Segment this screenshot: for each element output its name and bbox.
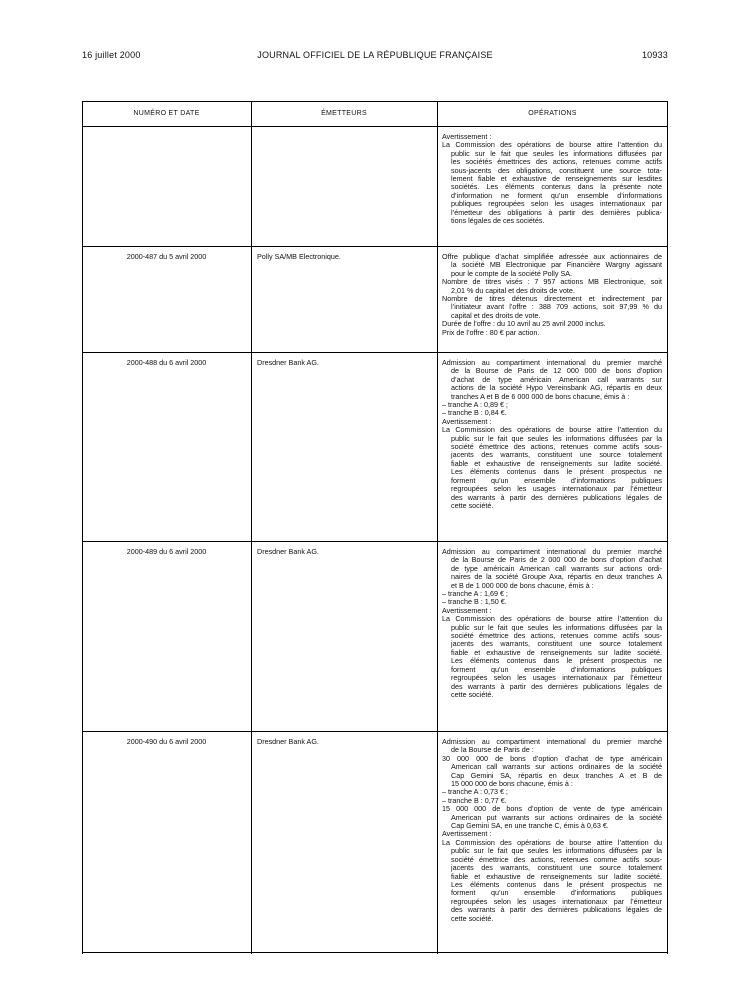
column-header-operations: OPÉRATIONS — [528, 110, 577, 117]
operation-text-line: forment qu’un ensemble d’informations publiques — [451, 665, 662, 674]
row-number-date: 2000-490 du 6 avril 2000 — [126, 737, 207, 746]
operation-text-line: tions légales de ces sociétés. — [451, 217, 545, 226]
column-header-issuers: ÉMETTEURS — [321, 110, 367, 117]
operation-text-line: – tranche B : 1,50 €. — [442, 598, 507, 607]
operation-text-line: actions de la société Hypo Vereinsbank AG, répartis en deux — [451, 384, 662, 393]
operation-text-line: Les éléments contenus dans le présent prospectus ne — [451, 657, 662, 666]
row-operations — [442, 548, 662, 699]
operation-text-line: d’information ne forment qu’un ensemble d’informations — [451, 191, 662, 200]
operation-text-line: sociétés. Les éléments contenus dans la présente note — [451, 183, 662, 192]
row-issuer: Dresdner Bank AG. — [257, 547, 319, 556]
table-row — [82, 127, 668, 247]
operation-text-line: l’initiateur avant l’offre : 388 709 actions, soit 97,99 % du — [451, 303, 662, 312]
operation-text-line: La Commission des opérations de bourse attire l’attention du — [442, 426, 662, 435]
column-divider — [437, 102, 438, 954]
row-issuer: Polly SA/MB Electronique. — [257, 252, 341, 261]
operation-text-line: Les éléments contenus dans le présent prospectus ne — [451, 880, 662, 889]
operation-text-line: Avertissement : — [442, 830, 492, 839]
operation-text-line: public sur le fait que seules les informations diffusées par — [451, 149, 662, 158]
operation-text-line: American put warrants sur actions ordinaires de la société — [451, 813, 662, 822]
operation-text-line: d’achat de type américain American call warrants sur — [451, 375, 662, 384]
operation-text-line: cette société. — [451, 501, 494, 510]
operation-text-line: regroupées selon les usages internationaux par l’émetteur — [451, 897, 662, 906]
operation-text-line: Les éléments contenus dans le présent prospectus ne — [451, 468, 662, 477]
operation-text-line: de type américain American call warrants sur actions ordi- — [451, 564, 662, 573]
operation-text-line: jacents des warrants, constituent une source totalement — [451, 451, 662, 460]
operation-text-line: Avertissement : — [442, 417, 492, 426]
operation-text-line: public sur le fait que seules les informations diffusées par la — [451, 847, 662, 856]
operation-text-line: Avertissement : — [442, 133, 492, 141]
operation-text-line: société émettrice des actions, retenues comme actifs sous- — [451, 632, 662, 641]
table-row — [82, 353, 668, 542]
operation-text-line: Nombre de titres détenus directement et indirectement par — [442, 295, 662, 304]
row-issuer: Dresdner Bank AG. — [257, 737, 319, 746]
operation-text-line: 30 000 000 de bons d’option d’achat de type américain — [442, 754, 662, 763]
operation-text-line: Admission au compartiment international du premier marché — [442, 359, 662, 367]
row-issuer: Dresdner Bank AG. — [257, 358, 319, 367]
operation-text-line: Cap Gemini SA, en une tranche C, émis à 0,63 €. — [451, 822, 609, 831]
row-operations — [442, 738, 662, 923]
operation-text-line: – tranche A : 0,73 € ; — [442, 788, 508, 797]
operation-text-line: Avertissement : — [442, 606, 492, 615]
operation-text-line: American call warrants sur actions ordinaires de la société — [451, 763, 662, 772]
operation-text-line: naires de la société Groupe Axa, répartis en deux tranches A — [451, 573, 662, 582]
operation-text-line: société émettrice des actions, retenues comme actifs sous- — [451, 855, 662, 864]
table-header — [82, 102, 668, 127]
table-row — [82, 247, 668, 353]
table-row — [82, 732, 668, 953]
operation-text-line: forment qu’un ensemble d’informations publiques — [451, 889, 662, 898]
operation-text-line: La Commission des opérations de bourse attire l’attention du — [442, 838, 662, 847]
operation-text-line: public sur le fait que seules les informations diffusées par la — [451, 434, 662, 443]
operation-text-line: Offre publique d’achat simplifiée adressée aux actionnaires de — [442, 253, 662, 261]
column-header-number-date: NUMÉRO ET DATE — [133, 110, 200, 117]
operation-text-line: pour le compte de la société Polly SA. — [451, 269, 573, 278]
operation-text-line: – tranche B : 0,77 €. — [442, 796, 507, 805]
operation-text-line: La Commission des opérations de bourse attire l’attention du — [442, 615, 662, 624]
operation-text-line: Prix de l’offre : 80 € par action. — [442, 328, 540, 337]
operation-text-line: regroupées selon les usages internationaux par l’émetteur — [451, 674, 662, 683]
table-border-right — [667, 102, 668, 954]
operation-text-line: public sur le fait que seules les informations diffusées par la — [451, 623, 662, 632]
operation-text-line: cette société. — [451, 690, 494, 699]
operation-text-line: l’émetteur des obligations à partir des dernières publica- — [451, 208, 662, 217]
operation-text-line: tranches A et B de 6 000 000 de bons chacune, émis à : — [451, 392, 630, 401]
operation-text-line: jacents des warrants, constituent une source totalement — [451, 864, 662, 873]
table-border-left — [82, 102, 83, 954]
operation-text-line: Admission au compartiment international du premier marché — [442, 738, 662, 746]
operation-text-line: publiques regroupées selon les usages internationaux par — [451, 200, 662, 209]
journal-title: JOURNAL OFFICIEL DE LA RÉPUBLIQUE FRANÇAISE — [257, 50, 493, 60]
operation-text-line: – tranche B : 0,84 €. — [442, 409, 507, 418]
page-header — [82, 50, 668, 64]
operation-text-line: Admission au compartiment international du premier marché — [442, 548, 662, 556]
operation-text-line: jacents des warrants, constituent une source totalement — [451, 640, 662, 649]
operation-text-line: la société MB Electronique par Financière Wargny agissant — [451, 261, 662, 270]
operation-text-line: La Commission des opérations de bourse attire l’attention du — [442, 141, 662, 150]
operations-table — [82, 101, 668, 954]
operation-text-line: des warrants à partir des dernières publications légales de — [451, 682, 662, 691]
operation-text-line: Durée de l’offre : du 10 avril au 25 avril 2000 inclus. — [442, 320, 606, 329]
operation-text-line: forment qu’un ensemble d’informations publiques — [451, 476, 662, 485]
header-date: 16 juillet 2000 — [82, 50, 141, 60]
operation-text-line: de la Bourse de Paris de : — [451, 746, 534, 755]
row-number-date: 2000-487 du 5 avril 2000 — [126, 252, 207, 261]
operation-text-line: 2,01 % du capital et des droits de vote. — [451, 286, 575, 295]
operation-text-line: – tranche A : 1,69 € ; — [442, 590, 508, 599]
column-divider — [251, 102, 252, 954]
table-row — [82, 542, 668, 732]
operation-text-line: Cap Gemini SA, répartis en deux tranches A et B de — [451, 771, 662, 780]
operation-text-line: 15 000 000 de bons d’option de vente de type américain — [442, 805, 662, 814]
operation-text-line: fiable et exhaustive de renseignements sur ladite société. — [451, 459, 662, 468]
operation-text-line: – tranche A : 0,89 € ; — [442, 401, 508, 410]
row-operations — [442, 133, 662, 225]
row-number-date: 2000-489 du 6 avril 2000 — [126, 547, 207, 556]
row-operations — [442, 359, 662, 510]
operation-text-line: 15 000 000 de bons chacune, émis à : — [451, 780, 573, 789]
operation-text-line: des warrants à partir des dernières publications légales de — [451, 493, 662, 502]
row-number-date: 2000-488 du 6 avril 2000 — [126, 358, 207, 367]
operation-text-line: sous-jacents des obligations, constituent une source tota- — [451, 166, 662, 175]
operation-text-line: et B de 1 000 000 de bons chacune, émis à : — [451, 581, 594, 590]
operation-text-line: de la Bourse de Paris de 12 000 000 de bons d’option — [451, 367, 662, 376]
operation-text-line: fiable et exhaustive de renseignements sur ladite société. — [451, 872, 662, 881]
operation-text-line: lement fiable et exhaustive de renseignements sur lesdites — [451, 175, 662, 184]
operation-text-line: Nombre de titres visés : 7 957 actions MB Electronique, soit — [442, 278, 662, 287]
operation-text-line: regroupées selon les usages internationaux par l’émetteur — [451, 485, 662, 494]
operation-text-line: de la Bourse de Paris de 2 000 000 de bons d’option d’achat — [451, 556, 662, 565]
operation-text-line: société émettrice des actions, retenues comme actifs sous- — [451, 443, 662, 452]
operation-text-line: fiable et exhaustive de renseignements sur ladite société. — [451, 648, 662, 657]
operation-text-line: les sociétés émettrices des actions, retenues comme actifs — [451, 158, 662, 167]
operation-text-line: capital et des droits de vote. — [451, 311, 541, 320]
operation-text-line: cette société. — [451, 914, 494, 923]
row-operations — [442, 253, 662, 337]
operation-text-line: des warrants à partir des dernières publications légales de — [451, 906, 662, 915]
page-number: 10933 — [641, 50, 668, 60]
